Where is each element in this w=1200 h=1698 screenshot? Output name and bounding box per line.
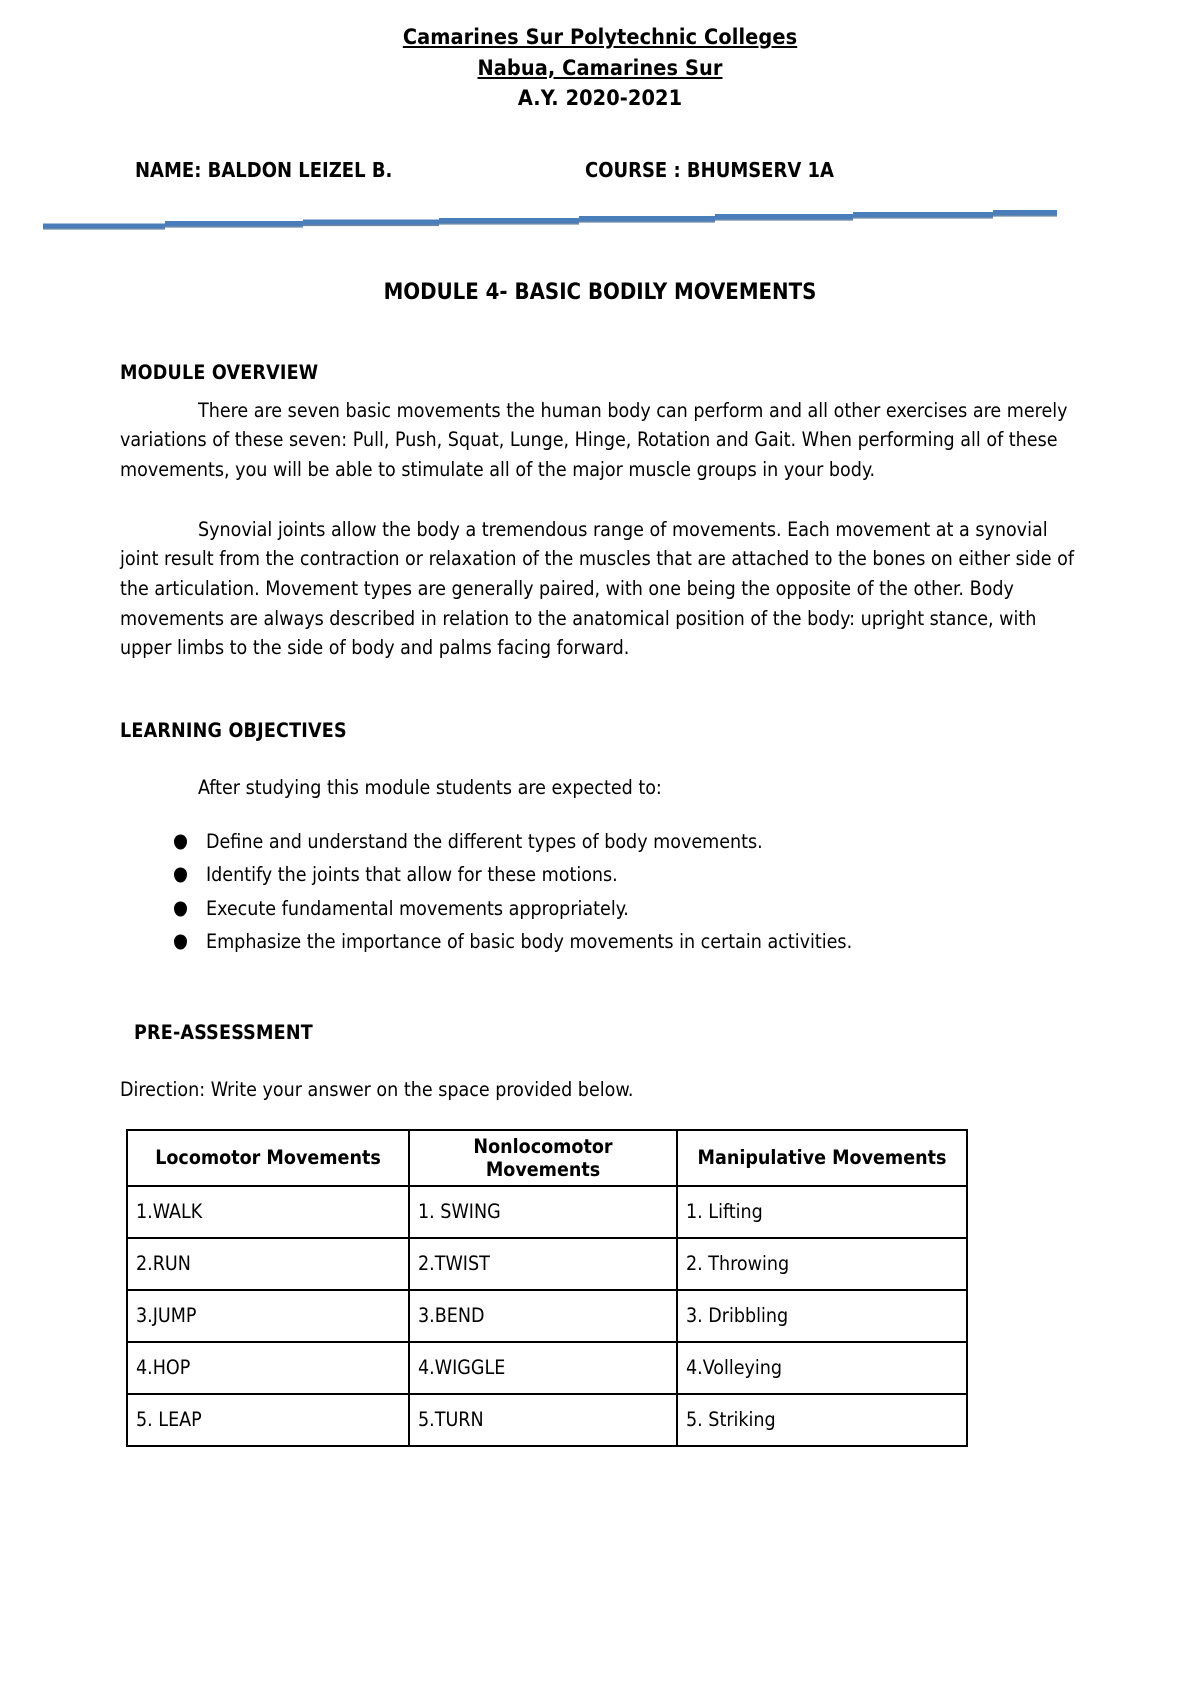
table-cell: 3. Dribbling	[677, 1290, 967, 1342]
institution-name-line	[0, 24, 1200, 53]
table-cell: 1.WALK	[127, 1186, 409, 1238]
table-cell: 5.TURN	[409, 1394, 677, 1446]
bullet-icon	[174, 935, 187, 950]
decorative-divider	[0, 202, 1200, 232]
academic-year: A.Y. 2020-2021	[517, 86, 683, 112]
bullet-icon	[174, 901, 187, 916]
list-item	[168, 892, 1080, 926]
table-header-row	[127, 1130, 967, 1186]
institution-location: Nabua, Camarines Sur	[477, 55, 723, 81]
list-item-label: Identify the joints that allow for these motions.	[206, 863, 618, 887]
table-cell: 5. Striking	[677, 1394, 967, 1446]
pre-assessment-table	[126, 1129, 968, 1447]
module-overview-paragraph-2: Synovial joints allow the body a tremendous range of movements. Each movement at a synovial joint result from the contraction or relaxation of the muscles that are attached to the bones on either side of the articulation. Movement types are generally paired, with one being the opposite of the other. Body movements are always described in relation to the anatomical position of the body: upright stance, with upper limbs to the side of body and palms facing forward.	[120, 517, 1075, 660]
student-course: COURSE : BHUMSERV 1A	[585, 157, 834, 182]
bullet-icon	[174, 834, 187, 849]
table-cell: 1. SWING	[409, 1186, 677, 1238]
learning-objectives-heading: LEARNING OBJECTIVES	[120, 718, 347, 742]
table-cell: 3.JUMP	[127, 1290, 409, 1342]
module-overview-paragraph-1: There are seven basic movements the human body can perform and all other exercises are merely variations of these seven: Pull, Push, Squat, Lunge, Hinge, Rotation and Gait. When performing all of these movements, you will be able to stimulate all of the major muscle groups in your body.	[120, 398, 1068, 482]
table-cell: 2.TWIST	[409, 1238, 677, 1290]
learning-objectives-list	[120, 825, 1080, 959]
document-body	[0, 361, 1200, 1447]
pre-assessment-heading: PRE-ASSESSMENT	[134, 1020, 313, 1044]
table-cell: 4.HOP	[127, 1342, 409, 1394]
list-item	[168, 825, 1080, 859]
column-header-manipulative: Manipulative Movements	[677, 1130, 967, 1186]
academic-year-line	[0, 85, 1200, 114]
table-cell: 2. Throwing	[677, 1238, 967, 1290]
pre-assessment-direction: Direction: Write your answer on the space provided below.	[120, 1077, 634, 1101]
column-header-locomotor: Locomotor Movements	[127, 1130, 409, 1186]
table-row	[127, 1238, 967, 1290]
page-title: MODULE 4- BASIC BODILY MOVEMENTS	[383, 279, 817, 305]
list-item-label: Execute fundamental movements appropriately.	[206, 896, 629, 920]
list-item	[168, 858, 1080, 892]
table-row	[127, 1394, 967, 1446]
stepped-rule-icon	[0, 202, 1200, 232]
table-cell: 1. Lifting	[677, 1186, 967, 1238]
table-cell: 3.BEND	[409, 1290, 677, 1342]
learning-objectives-intro: After studying this module students are expected to:	[198, 775, 662, 799]
table-cell: 4.WIGGLE	[409, 1342, 677, 1394]
table-row	[127, 1186, 967, 1238]
table-cell: 5. LEAP	[127, 1394, 409, 1446]
bullet-icon	[174, 868, 187, 883]
student-name: NAME: BALDON LEIZEL B.	[135, 157, 393, 182]
column-header-nonlocomotor: Nonlocomotor Movements	[409, 1130, 677, 1186]
table-row	[127, 1342, 967, 1394]
list-item	[168, 925, 1080, 959]
institution-location-line	[0, 55, 1200, 84]
module-overview-heading: MODULE OVERVIEW	[120, 360, 319, 384]
list-item-label: Define and understand the different types of body movements.	[206, 829, 763, 853]
institution-name: Camarines Sur Polytechnic Colleges	[402, 25, 798, 50]
table-cell: 4.Volleying	[677, 1342, 967, 1394]
list-item-label: Emphasize the importance of basic body movements in certain activities.	[206, 930, 853, 954]
student-identity-row	[0, 158, 1200, 182]
table-cell: 2.RUN	[127, 1238, 409, 1290]
table-row	[127, 1290, 967, 1342]
institution-header	[0, 0, 1200, 114]
